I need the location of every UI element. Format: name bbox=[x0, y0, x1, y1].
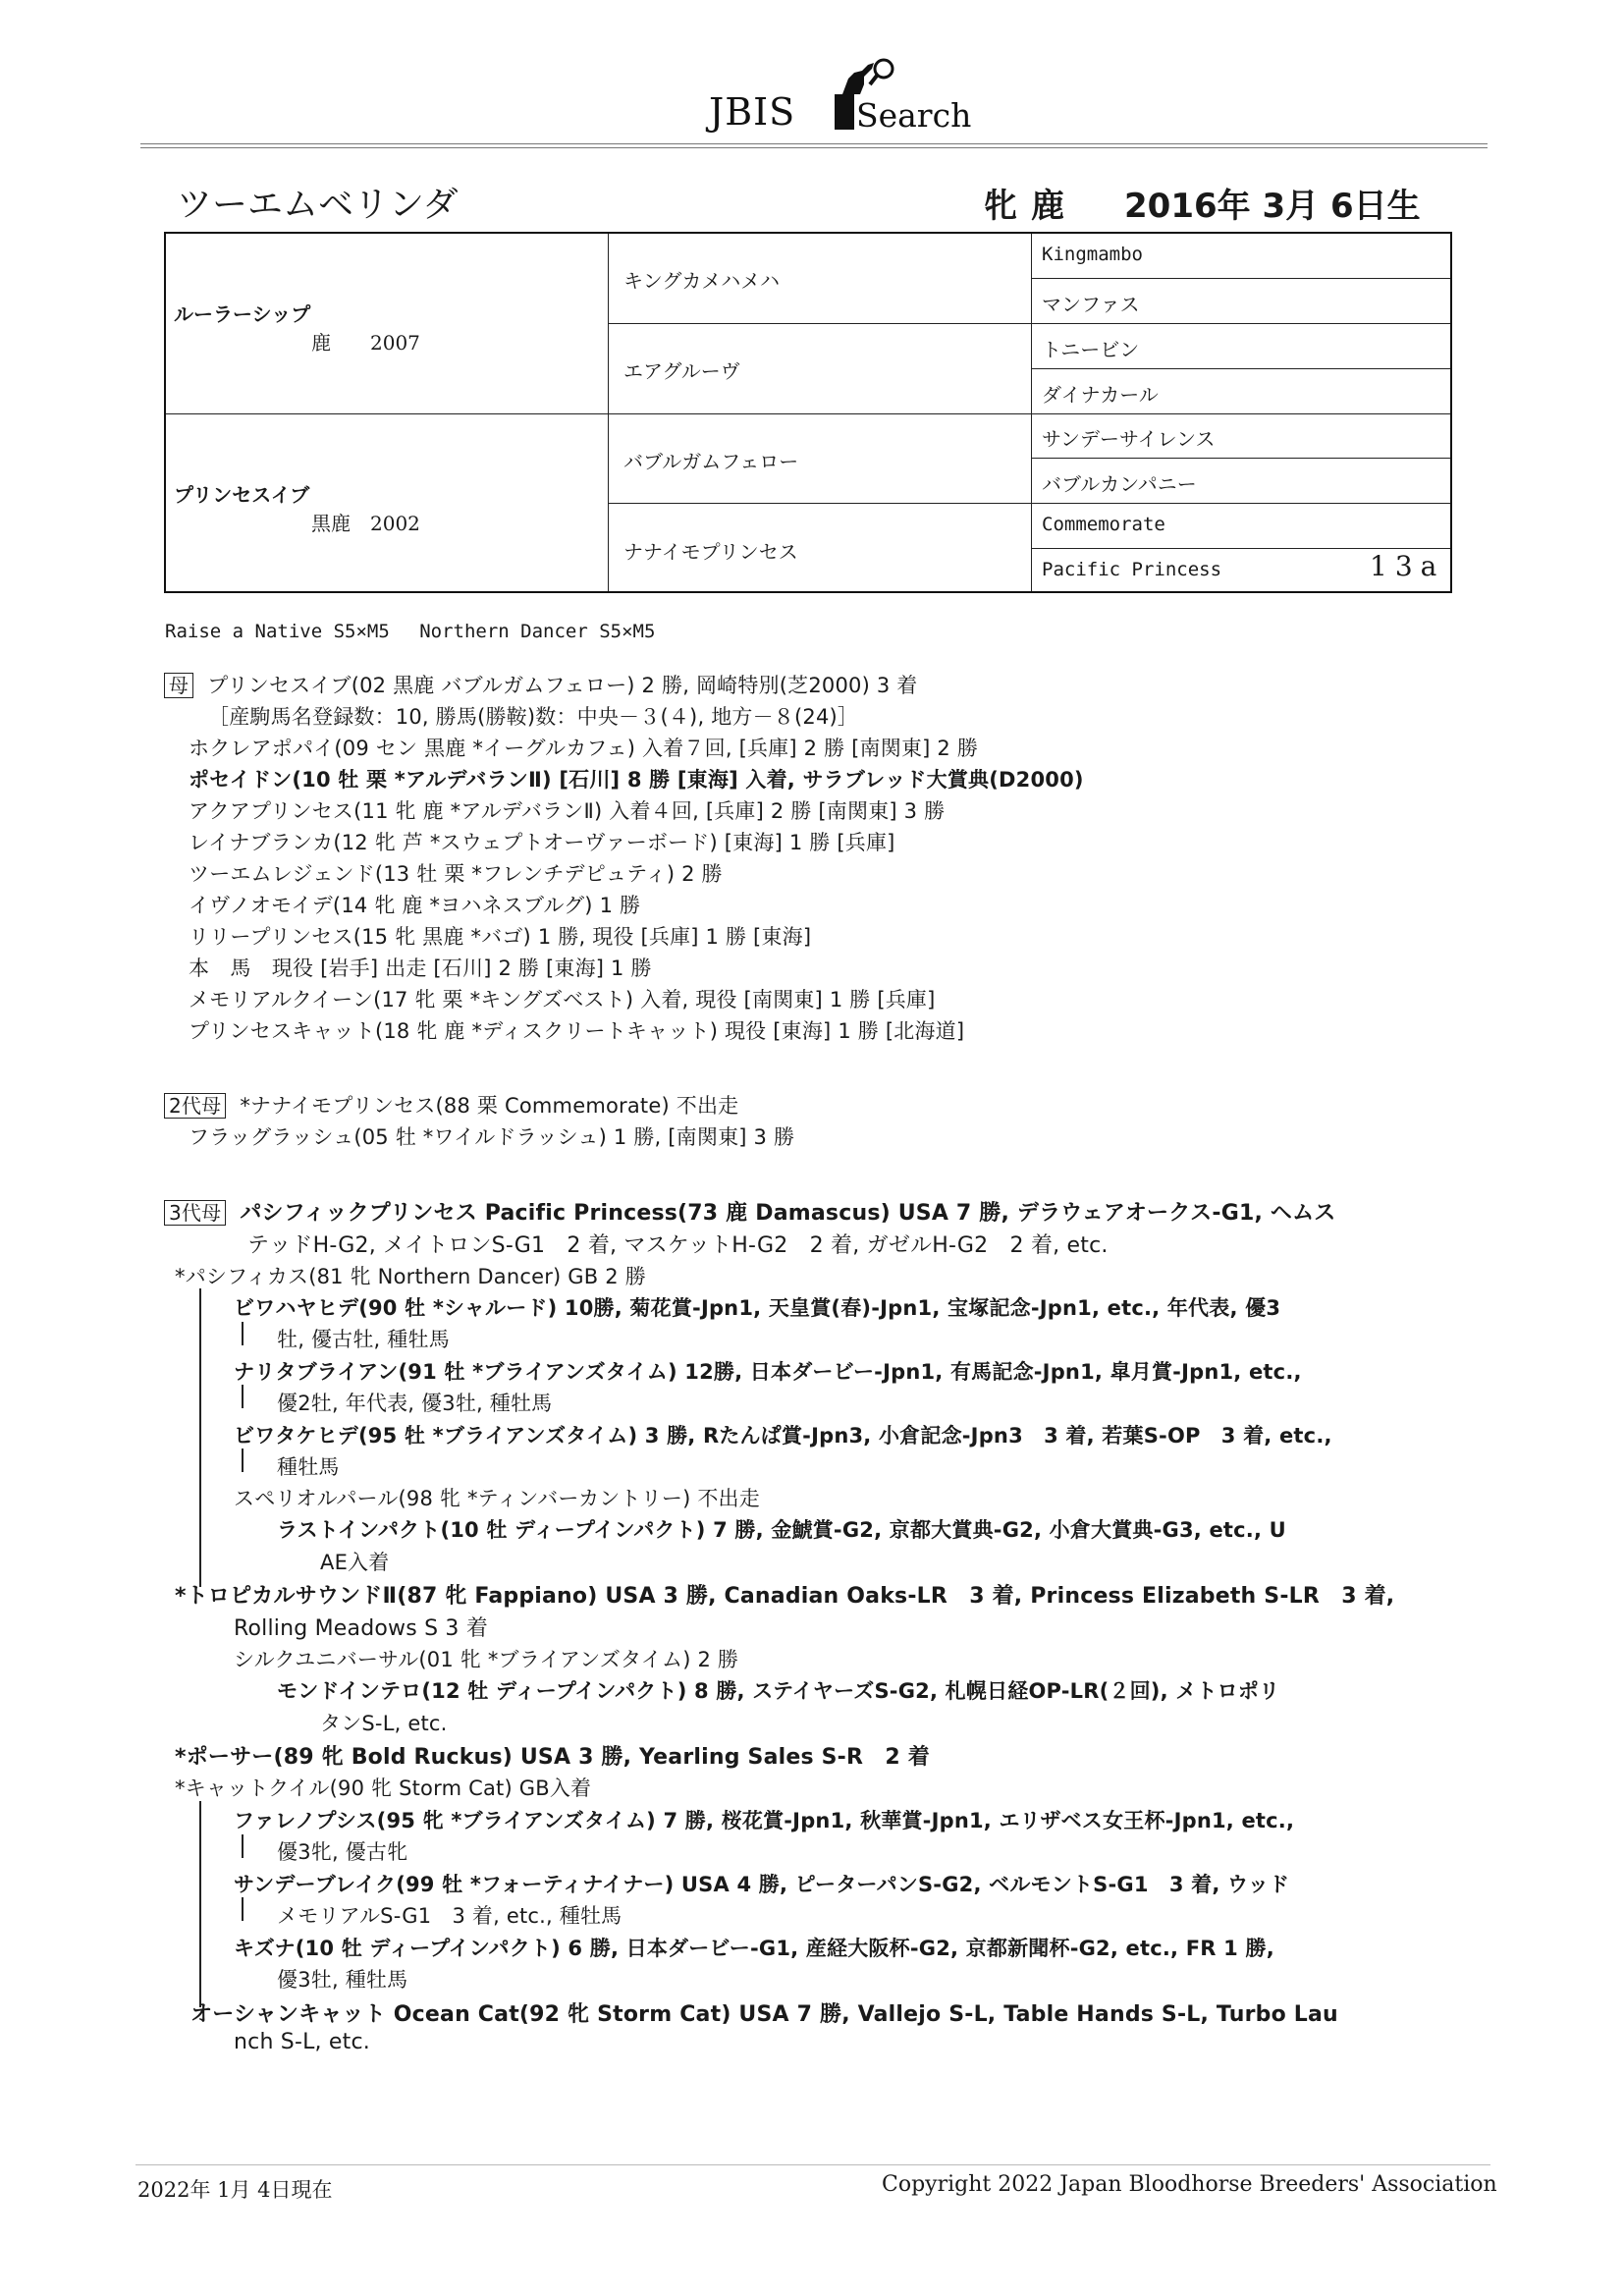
gen3-ancestor-5: サンデーサイレンス bbox=[1042, 427, 1216, 451]
birthdate: 2016年 3月 6日生 bbox=[1124, 187, 1421, 226]
horse-name: ツーエムベリンダ bbox=[177, 185, 459, 225]
sub-bracket-3 bbox=[242, 1449, 244, 1472]
third-dam-line-19: ファレノプシス(95 牝 *ブライアンズタイム) 7 勝, 桜花賞-Jpn1, 秋華賞-Jpn1, エリザベス女王杯-Jpn1, etc., bbox=[234, 1809, 1295, 1832]
sub-bracket-5 bbox=[242, 1897, 244, 1921]
logo-jbis-text: JBIS bbox=[709, 90, 796, 134]
second-dam-heading bbox=[164, 1090, 738, 1120]
third-dam-line-2: *パシフィカス(81 牝 Northern Dancer) GB 2 勝 bbox=[175, 1265, 646, 1288]
third-dam-line-13: Rolling Meadows S 3 着 bbox=[234, 1616, 489, 1641]
sub-bracket-2 bbox=[242, 1385, 244, 1408]
third-dam-line-1: テッドH-G2, メイトロンS-G1 2 着, マスケットH-G2 2 着, ガゼルH-G2 2 着, etc. bbox=[247, 1233, 1109, 1258]
sub-bracket-4 bbox=[242, 1834, 244, 1858]
third-dam-line-22: メモリアルS-G1 3 着, etc., 種牡馬 bbox=[277, 1904, 623, 1928]
third-dam-heading bbox=[164, 1196, 1336, 1227]
second-dam-line-1: フラッグラッシュ(05 牡 *ワイルドラッシュ) 1 勝, [南関東] 3 勝 bbox=[189, 1125, 795, 1149]
third-dam-line-20: 優3牝, 優古牝 bbox=[277, 1840, 408, 1864]
sub-bracket-1 bbox=[242, 1322, 244, 1345]
dam-line-9: 本 馬 現役 [岩手] 出走 [石川] 2 勝 [東海] 1 勝 bbox=[189, 957, 652, 980]
gen3-ancestor-3: トニービン bbox=[1042, 338, 1140, 361]
dam-section-heading bbox=[164, 670, 917, 699]
footer-copyright: Copyright 2022 Japan Bloodhorse Breeders' Association bbox=[882, 2172, 1497, 2197]
third-dam-line-10: ラストインパクト(10 牡 ディープインパクト) 7 勝, 金鯱賞-G2, 京都大賞典-G2, 小倉大賞典-G3, etc., U bbox=[277, 1518, 1286, 1542]
third-dam-line-0: パシフィックプリンセス Pacific Princess(73 鹿 Damascus) USA 7 勝, デラウェアオークス-G1, ヘムス bbox=[240, 1201, 1336, 1226]
logo-box-icon bbox=[835, 94, 854, 130]
third-dam-line-14: シルクユニバーサル(01 牝 *ブライアンズタイム) 2 勝 bbox=[234, 1648, 739, 1671]
gen3-ancestor-2: マンファス bbox=[1042, 293, 1140, 316]
third-dam-line-9: スペリオルパール(98 牝 *ティンバーカントリー) 不出走 bbox=[234, 1487, 760, 1510]
dam-line-8: リリープリンセス(15 牝 黒鹿 *バゴ) 1 勝, 現役 [兵庫] 1 勝 [東海] bbox=[189, 925, 812, 949]
jbis-search-logo bbox=[709, 55, 972, 143]
third-dam-line-7: ビワタケヒデ(95 牡 *ブライアンズタイム) 3 勝, Rたんぱ賞-Jpn3, 小倉記念-Jpn3 3 着, 若葉S-OP 3 着, etc., bbox=[234, 1424, 1332, 1448]
gen2-dam-dam: ナナイモプリンセス bbox=[623, 540, 798, 564]
third-dam-line-17: *ポーサー(89 牝 Bold Ruckus) USA 3 勝, Yearling Sales S-R 2 着 bbox=[175, 1745, 930, 1770]
third-dam-line-23: キズナ(10 牡 ディープインパクト) 6 勝, 日本ダービー-G1, 産経大阪杯-G2, 京都新聞杯-G2, etc., FR 1 勝, bbox=[234, 1937, 1274, 1960]
third-dam-label: 3代母 bbox=[164, 1200, 226, 1226]
dam-line-0: プリンセスイブ(02 黒鹿 バブルガムフェロー) 2 勝, 岡崎特別(芝2000) 3 着 bbox=[207, 674, 918, 697]
dam-line-1: ［産駒馬名登録数：10, 勝馬(勝鞍)数：中央－３(４), 地方－８(24)］ bbox=[208, 705, 859, 729]
dam-line-10: メモリアルクイーン(17 牝 栗 *キングズベスト) 入着, 現役 [南関東] 1 勝 [兵庫] bbox=[189, 988, 936, 1011]
pedigree-table bbox=[164, 232, 1452, 593]
footer-date: 2022年 1月 4日現在 bbox=[137, 2178, 333, 2202]
third-dam-line-12: *トロピカルサウンドⅡ(87 牝 Fappiano) USA 3 勝, Canadian Oaks-LR 3 着, Princess Elizabeth S-LR 3 着, bbox=[175, 1584, 1395, 1609]
sire-info: 鹿 2007 bbox=[311, 331, 420, 355]
third-dam-line-25: オーシャンキャット Ocean Cat(92 牝 Storm Cat) USA 7 勝, Vallejo S-L, Table Hands S-L, Turbo Lau bbox=[190, 2002, 1338, 2027]
third-dam-line-18: *キャットクイル(90 牝 Storm Cat) GB入着 bbox=[175, 1777, 592, 1800]
dam-line-3: ポセイドン(10 牡 栗 *アルデバランⅡ) [石川] 8 勝 [東海] 入着, サラブレッド大賞典(D2000) bbox=[189, 768, 1084, 792]
dam-line-6: ツーエムレジェンド(13 牡 栗 *フレンチデピュティ) 2 勝 bbox=[189, 862, 723, 886]
third-dam-line-15: モンドインテロ(12 牡 ディープインパクト) 8 勝, ステイヤーズS-G2, 札幌日経OP-LR(２回), メトロポリ bbox=[277, 1679, 1280, 1703]
header-rule-top bbox=[140, 143, 1488, 144]
gen2-dam-sire: バブルガムフェロー bbox=[623, 450, 799, 473]
gen2-sire-sire: キングカメハメハ bbox=[623, 269, 780, 293]
dam-name: プリンセスイブ bbox=[174, 483, 310, 507]
third-dam-line-6: 優2牡, 年代表, 優3牡, 種牡馬 bbox=[277, 1392, 553, 1415]
third-dam-line-26: nch S-L, etc. bbox=[234, 2030, 370, 2054]
third-dam-line-24: 優3牡, 種牡馬 bbox=[277, 1968, 408, 1992]
header-rule-bottom bbox=[140, 147, 1488, 148]
gen3-ancestor-6: バブルカンパニー bbox=[1042, 472, 1197, 496]
dam-info: 黒鹿 2002 bbox=[311, 512, 420, 535]
footer-rule bbox=[135, 2164, 1490, 2165]
sex-color: 牝鹿 bbox=[984, 187, 1078, 226]
family-number: 13a bbox=[1370, 550, 1445, 582]
dam-line-11: プリンセスキャット(18 牝 鹿 *ディスクリートキャット) 現役 [東海] 1 勝 [北海道] bbox=[189, 1019, 965, 1043]
dam-line-2: ホクレアポパイ(09 セン 黒鹿 *イーグルカフェ) 入着７回, [兵庫] 2 勝 [南関東] 2 勝 bbox=[189, 737, 979, 760]
sire-name: ルーラーシップ bbox=[174, 302, 311, 326]
third-dam-line-8: 種牡馬 bbox=[277, 1455, 340, 1479]
sire-cell bbox=[174, 299, 420, 355]
dam-line-7: イヴノオモイデ(14 牝 鹿 *ヨハネスブルグ) 1 勝 bbox=[189, 894, 641, 917]
third-dam-line-3: ビワハヤヒデ(90 牡 *シャルード) 10勝, 菊花賞-Jpn1, 天皇賞(春)-Jpn1, 宝塚記念-Jpn1, etc., 年代表, 優3 bbox=[234, 1296, 1281, 1320]
third-dam-line-21: サンデーブレイク(99 牡 *フォーティナイナー) USA 4 勝, ピーターパンS-G2, ベルモントS-G1 3 着, ウッド bbox=[234, 1873, 1290, 1896]
third-dam-line-16: タンS-L, etc. bbox=[320, 1712, 448, 1735]
third-dam-line-11: AE入着 bbox=[320, 1551, 390, 1574]
gen3-ancestor-8: Pacific Princess bbox=[1042, 559, 1222, 580]
gen3-ancestor-4: ダイナカール bbox=[1042, 383, 1159, 407]
logo-search-text: Search bbox=[856, 96, 972, 135]
pacificus-offspring-bracket bbox=[199, 1288, 201, 1587]
third-dam-line-5: ナリタブライアン(91 牡 *ブライアンズタイム) 12勝, 日本ダービー-Jpn1, 有馬記念-Jpn1, 皐月賞-Jpn1, etc., bbox=[234, 1360, 1302, 1384]
third-dam-line-4: 牡, 優古牡, 種牡馬 bbox=[277, 1328, 450, 1351]
gen2-sire-dam: エアグルーヴ bbox=[623, 359, 740, 383]
inbreeding-note: Raise a Native S5×M5 Northern Dancer S5×M5 bbox=[165, 621, 656, 642]
second-dam-line-0: *ナナイモプリンセス(88 栗 Commemorate) 不出走 bbox=[240, 1094, 739, 1118]
dam-line-5: レイナブランカ(12 牝 芦 *スウェプトオーヴァーボード) [東海] 1 勝 [兵庫] bbox=[189, 831, 895, 854]
second-dam-label: 2代母 bbox=[164, 1093, 226, 1119]
dam-cell bbox=[174, 479, 420, 536]
catquill-offspring-bracket bbox=[199, 1801, 201, 2007]
gen3-ancestor-1: Kingmambo bbox=[1042, 244, 1143, 265]
horse-magnifier-icon bbox=[835, 55, 903, 98]
dam-line-4: アクアプリンセス(11 牝 鹿 *アルデバランⅡ) 入着４回, [兵庫] 2 勝 [南関東] 3 勝 bbox=[189, 799, 946, 823]
dam-label: 母 bbox=[164, 673, 193, 698]
gen3-ancestor-7: Commemorate bbox=[1042, 514, 1165, 535]
